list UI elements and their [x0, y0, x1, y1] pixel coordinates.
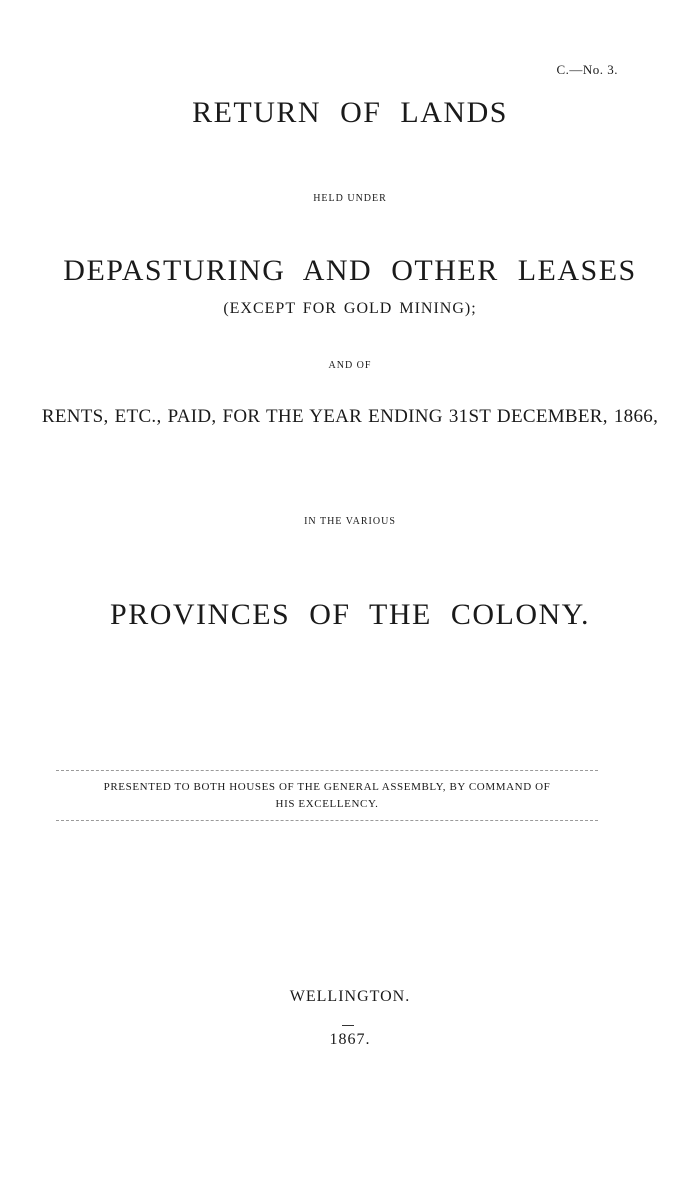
and-of-caption: AND OF	[328, 360, 372, 371]
publication-place: WELLINGTON.	[289, 988, 411, 1005]
except-gold-mining-line: (EXCEPT FOR GOLD MINING);	[223, 300, 477, 317]
publication-year: 1867.	[329, 1031, 371, 1048]
place-year-divider	[342, 1025, 354, 1026]
presented-line-2: HIS EXCELLENCY.	[275, 798, 379, 810]
title-return-of-lands: RETURN OF LANDS	[192, 96, 508, 129]
in-the-various-caption: IN THE VARIOUS	[304, 516, 396, 527]
title-depasturing-leases: DEPASTURING AND OTHER LEASES	[63, 254, 637, 287]
presented-notice	[56, 770, 598, 821]
document-reference: C.—No. 3.	[556, 62, 618, 77]
presented-line-1: PRESENTED TO BOTH HOUSES OF THE GENERAL ASSEMBLY, BY COMMAND OF	[103, 781, 551, 793]
rents-year-line: RENTS, ETC., PAID, FOR THE YEAR ENDING 31ST DECEMBER, 1866,	[41, 406, 659, 427]
title-provinces-of-colony: PROVINCES OF THE COLONY.	[110, 598, 590, 631]
held-under-caption: HELD UNDER	[313, 193, 387, 204]
